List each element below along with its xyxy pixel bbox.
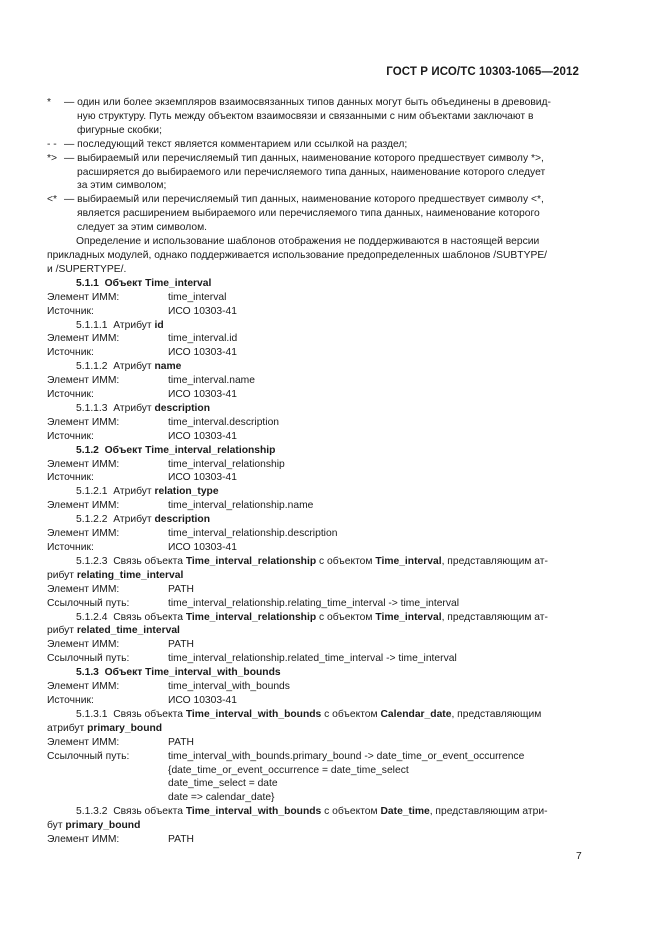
arm-element-row: Элемент ИММ: time_interval_relationship: [47, 458, 285, 470]
arm-element-row: Элемент ИММ: time_interval.description: [47, 416, 280, 428]
source-row: Источник: ИСО 10303-41: [47, 694, 237, 706]
arm-element-row: Элемент ИММ: time_interval: [47, 291, 227, 303]
arm-element-row: Элемент ИММ: time_interval.id: [47, 333, 238, 345]
reference-path-row: Ссылочный путь: time_interval_with_bounds.primary_bound -> date_time_or_event_occurrence: [47, 750, 525, 762]
source-row: Источник: ИСО 10303-41: [47, 472, 237, 484]
legend-item: [47, 138, 584, 152]
legend-symbol: - -: [47, 138, 57, 150]
legend-item: [47, 152, 584, 194]
legend-text: — выбираемый или перечисляемый тип данных, наименование которого предшествует символу *>, расширяется до выбираемого или перечисляемого типа данных, наименование которого следует за этим символом;: [64, 152, 546, 192]
legend-text: — последующий текст является комментарием или ссылкой на раздел;: [64, 138, 408, 150]
source-row: Источник: ИСО 10303-41: [47, 542, 237, 553]
legend-item: [47, 193, 584, 235]
source-row: Источник: ИСО 10303-41: [47, 389, 237, 401]
reference-path-row: Ссылочный путь: time_interval_relationship.relating_time_interval -> time_interval: [47, 597, 460, 609]
subsection-heading-cont: бут primary_bound: [47, 820, 141, 832]
reference-path-line: {date_time_or_event_occurrence = date_time_select: [168, 764, 409, 776]
subsection-heading: 5.1.2.3 Связь объекта Time_interval_relationship с объектом Time_interval, представляющим ат-: [76, 555, 548, 567]
reference-path-row: Ссылочный путь: time_interval_relationship.related_time_interval -> time_interval: [47, 653, 457, 665]
section-heading: 5.1.2 Объект Time_interval_relationship: [76, 444, 276, 456]
section-heading: 5.1.1 Объект Time_interval: [76, 277, 212, 289]
subsection-heading-cont: рибут relating_time_interval: [47, 569, 184, 581]
subsection-heading: 5.1.2.2 Атрибут description: [76, 514, 210, 526]
arm-element-row: Элемент ИММ: time_interval_relationship.description: [47, 528, 338, 540]
source-row: Источник: ИСО 10303-41: [47, 347, 237, 359]
subsection-heading: 5.1.3.2 Связь объекта Time_interval_with_bounds с объектом Date_time, представляющим атри-: [76, 806, 548, 818]
subsection-heading: 5.1.2.1 Атрибут relation_type: [76, 486, 219, 498]
source-row: Источник: ИСО 10303-41: [47, 305, 237, 317]
legend-item: [47, 96, 584, 138]
subsection-heading: 5.1.2.4 Связь объекта Time_interval_relationship с объектом Time_interval, представляющим ат-: [76, 611, 548, 623]
arm-element-row: Элемент ИММ: PATH: [47, 834, 194, 846]
legend-symbol: <*: [47, 194, 58, 206]
legend-text: — выбираемый или перечисляемый тип данных, наименование которого предшествует символу <*, является расширением выбираемого или перечисляемого типа данных, наименование которого следует за этим символом.: [64, 194, 544, 234]
legend-symbol: *>: [47, 152, 58, 164]
subsection-heading-cont: атрибут primary_bound: [47, 722, 163, 734]
subsection-heading-cont: рибут related_time_interval: [47, 625, 180, 637]
subsection-heading: 5.1.1.1 Атрибут id: [76, 319, 164, 331]
subsection-heading: 5.1.1.2 Атрибут name: [76, 361, 182, 373]
subsection-heading: 5.1.3.1 Связь объекта Time_interval_with_bounds с объектом Calendar_date, представляющим: [76, 708, 542, 720]
arm-element-row: Элемент ИММ: time_interval_relationship.name: [47, 500, 314, 512]
section-heading: 5.1.3 Объект Time_interval_with_bounds: [76, 667, 281, 679]
document-header-code: ГОСТ Р ИСО/ТС 10303-1065—2012: [386, 66, 579, 78]
legend-text: — один или более экземпляров взаимосвязанных типов данных могут быть объединены в древовид- ную структуру. Путь между объектом взаимосвязи и связанными с ним объектами заключают в фигурные скобки;: [64, 97, 551, 136]
arm-element-row: Элемент ИММ: PATH: [47, 736, 194, 748]
arm-element-row: Элемент ИММ: PATH: [47, 583, 194, 595]
arm-element-row: Элемент ИММ: time_interval_with_bounds: [47, 681, 290, 693]
document-body: [47, 96, 584, 847]
intro-paragraph: Определение и использование шаблонов отображения не поддерживаются в настоящей версии прикладных модулей, однако поддерживается использование предопределенных шаблонов /SUBTYPE/ и /SUPERTYPE/.: [47, 236, 548, 275]
subsection-heading: 5.1.1.3 Атрибут description: [76, 402, 210, 414]
reference-path-line: date_time_select = date: [168, 778, 278, 790]
arm-element-row: Элемент ИММ: PATH: [47, 639, 194, 651]
page-number: 7: [576, 851, 582, 862]
reference-path-line: date => calendar_date}: [168, 792, 275, 804]
arm-element-row: Элемент ИММ: time_interval.name: [47, 375, 255, 387]
legend-symbol: *: [47, 97, 52, 108]
source-row: Источник: ИСО 10303-41: [47, 430, 237, 442]
